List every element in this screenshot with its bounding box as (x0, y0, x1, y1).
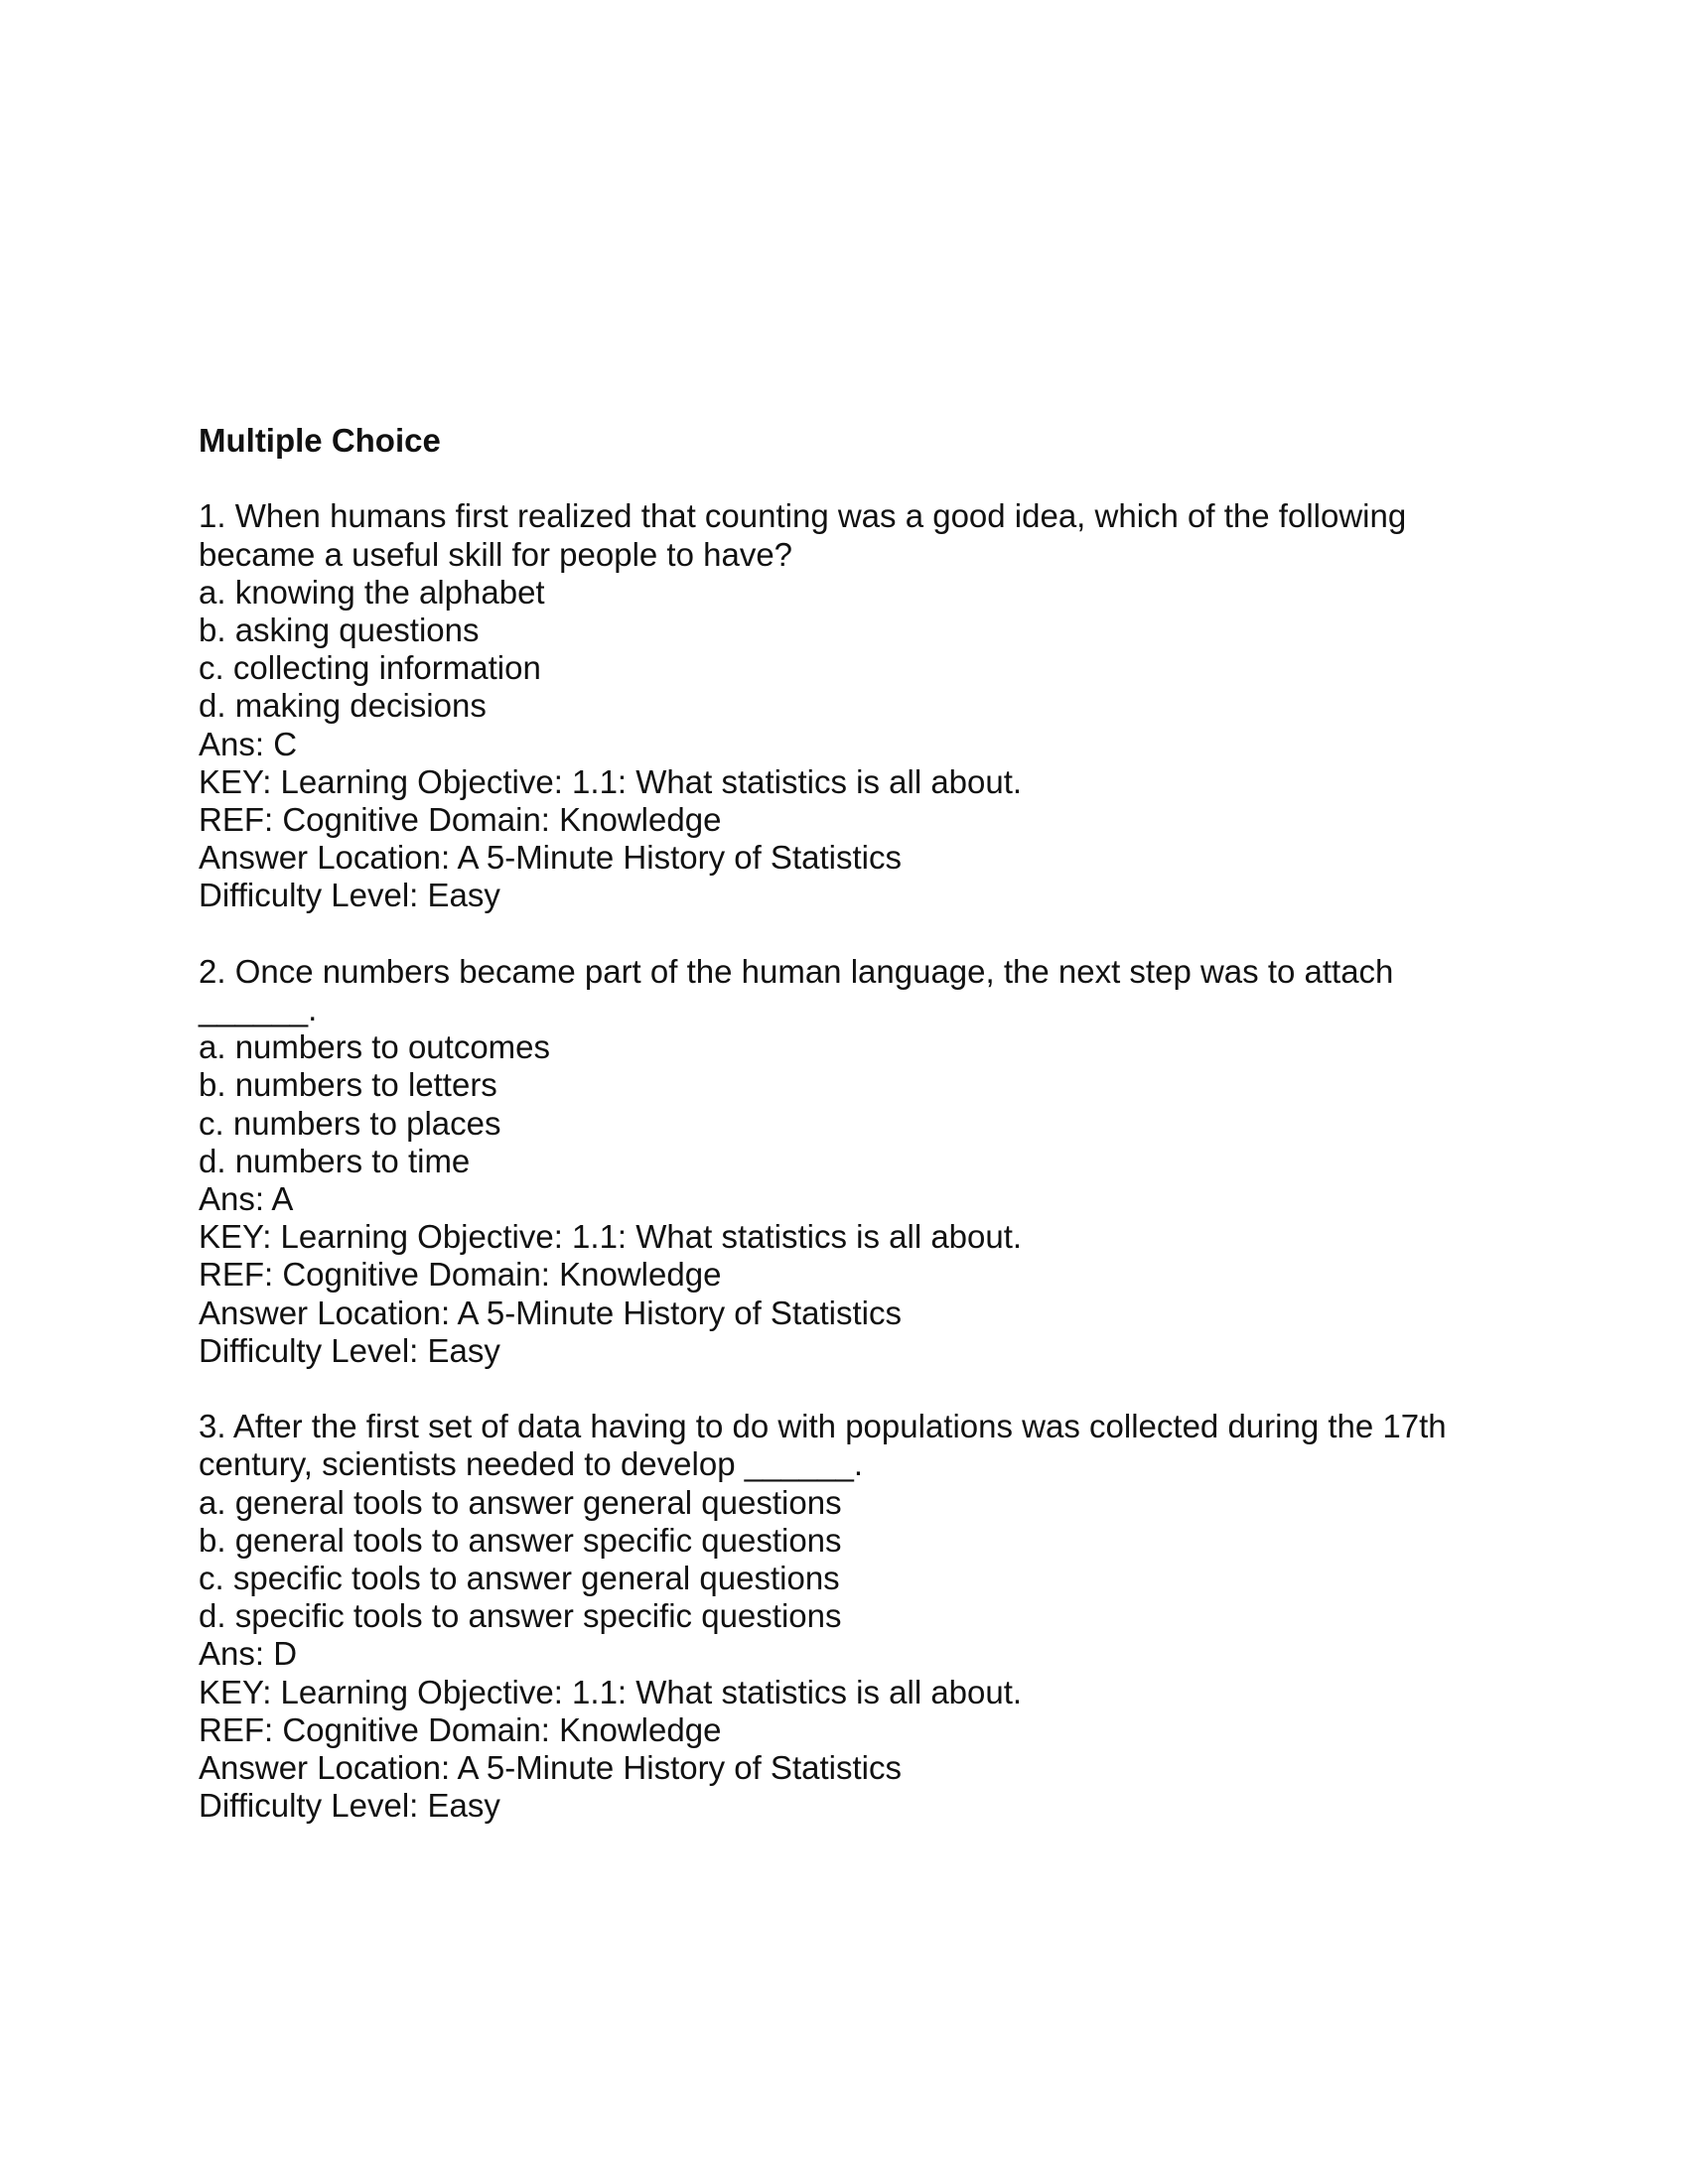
answer-option: c. collecting information (199, 649, 541, 687)
answer-option: b. general tools to answer specific questions (199, 1521, 842, 1559)
question-stem-line: 2. Once numbers became part of the human language, the next step was to attach (199, 952, 1394, 990)
document-page (199, 422, 1509, 1825)
answer-option: a. knowing the alphabet (199, 573, 545, 611)
answer-key: Ans: C (199, 725, 298, 762)
answer-location: Answer Location: A 5-Minute History of Statistics (199, 1749, 902, 1787)
answer-location: Answer Location: A 5-Minute History of Statistics (199, 1294, 902, 1331)
learning-objective: KEY: Learning Objective: 1.1: What statistics is all about. (199, 1673, 1023, 1710)
cognitive-domain: REF: Cognitive Domain: Knowledge (199, 1710, 722, 1748)
question-1 (199, 497, 1509, 914)
question-2 (199, 953, 1509, 1370)
difficulty-level: Difficulty Level: Easy (199, 1331, 500, 1369)
answer-option: c. specific tools to answer general questions (199, 1560, 840, 1597)
answer-option: b. asking questions (199, 612, 480, 648)
cognitive-domain: REF: Cognitive Domain: Knowledge (199, 1256, 722, 1294)
answer-option: d. numbers to time (199, 1142, 471, 1179)
cognitive-domain: REF: Cognitive Domain: Knowledge (199, 801, 722, 839)
learning-objective: KEY: Learning Objective: 1.1: What statistics is all about. (199, 1218, 1023, 1256)
answer-option: a. numbers to outcomes (199, 1028, 551, 1066)
difficulty-level: Difficulty Level: Easy (199, 1787, 500, 1825)
answer-key: Ans: A (199, 1180, 294, 1218)
difficulty-level: Difficulty Level: Easy (199, 877, 500, 914)
question-stem-line: 1. When humans first realized that counting was a good idea, which of the following (199, 497, 1407, 535)
question-stem-line: century, scientists needed to develop ______. (199, 1445, 864, 1483)
answer-option: a. general tools to answer general questions (199, 1483, 842, 1521)
learning-objective: KEY: Learning Objective: 1.1: What statistics is all about. (199, 762, 1023, 800)
section-header (199, 422, 1509, 460)
answer-option: d. specific tools to answer specific questions (199, 1597, 842, 1635)
answer-option: b. numbers to letters (199, 1066, 497, 1104)
question-stem-line: became a useful skill for people to have? (199, 535, 793, 573)
answer-option: d. making decisions (199, 687, 487, 725)
question-3 (199, 1408, 1509, 1825)
answer-key: Ans: D (199, 1635, 298, 1673)
answer-option: c. numbers to places (199, 1104, 501, 1142)
question-stem-line: ______. (199, 991, 318, 1028)
question-stem-line: 3. After the first set of data having to do with populations was collected during the 17th (199, 1408, 1447, 1445)
answer-location: Answer Location: A 5-Minute History of Statistics (199, 839, 902, 877)
section-title: Multiple Choice (199, 422, 441, 459)
